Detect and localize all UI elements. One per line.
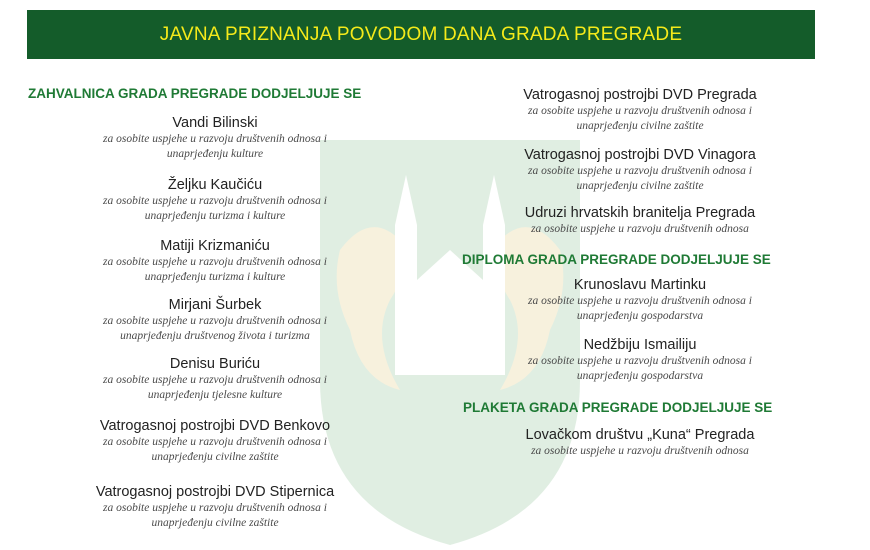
award-item [60, 114, 370, 176]
award-item [60, 483, 370, 531]
award-item [485, 204, 795, 237]
award-recipient: Vatrogasnoj postrojbi DVD Pregrada [523, 87, 757, 103]
diploma-heading: DIPLOMA GRADA PREGRADE DODJELJUJE SE [462, 252, 771, 267]
award-recipient: Udruzi hrvatskih branitelja Pregrada [524, 205, 756, 221]
plaketa-award-list [485, 426, 795, 459]
award-recipient: Mirjani Šurbek [168, 297, 262, 313]
plaketa-heading: PLAKETA GRADA PREGRADE DODJELJUJE SE [463, 400, 773, 415]
page-title: JAVNA PRIZNANJA POVODOM DANA GRADA PREGRADE [159, 23, 683, 45]
diploma-award-list [485, 276, 795, 384]
zahvalnica-heading: ZAHVALNICA GRADA PREGRADE DODJELJUJE SE [28, 86, 362, 101]
award-description: za osobite uspjehe u razvoju društvenih odnosa i unaprjeđenju društvenog života i turizma [103, 315, 327, 342]
award-description: za osobite uspjehe u razvoju društvenih odnosa i unaprjeđenju gospodarstva [528, 295, 752, 322]
award-recipient: Denisu Buriću [169, 356, 261, 372]
award-description: za osobite uspjehe u razvoju društvenih odnosa i unaprjeđenju tjelesne kulture [103, 374, 327, 401]
award-item [485, 146, 795, 204]
left-award-list [60, 114, 370, 531]
award-description: za osobite uspjehe u razvoju društvenih odnosa [531, 223, 749, 235]
award-recipient: Vatrogasnoj postrojbi DVD Benkovo [99, 418, 331, 434]
award-description: za osobite uspjehe u razvoju društvenih odnosa i unaprjeđenju civilne zaštite [528, 105, 752, 132]
award-item [60, 355, 370, 417]
award-item [485, 426, 795, 459]
award-item [60, 296, 370, 355]
award-description: za osobite uspjehe u razvoju društvenih odnosa i unaprjeđenju civilne zaštite [528, 165, 752, 192]
award-recipient: Matiji Krizmaniću [160, 238, 270, 254]
award-description: za osobite uspjehe u razvoju društvenih odnosa i unaprjeđenju civilne zaštite [103, 436, 327, 463]
award-item [485, 336, 795, 384]
award-description: za osobite uspjehe u razvoju društvenih odnosa i unaprjeđenju kulture [103, 133, 327, 160]
award-item [60, 417, 370, 483]
award-description: za osobite uspjehe u razvoju društvenih odnosa i unaprjeđenju gospodarstva [528, 355, 752, 382]
award-recipient: Nedžbiju Ismailiju [583, 337, 697, 353]
award-recipient: Željku Kaučiću [167, 177, 263, 193]
header-banner [27, 10, 815, 59]
award-recipient: Krunoslavu Martinku [573, 277, 707, 293]
award-recipient: Lovačkom društvu „Kuna“ Pregrada [525, 427, 755, 443]
award-description: za osobite uspjehe u razvoju društvenih odnosa i unaprjeđenju turizma i kulture [103, 256, 327, 283]
award-item [60, 176, 370, 237]
award-recipient: Vandi Bilinski [172, 115, 258, 131]
award-recipient: Vatrogasnoj postrojbi DVD Stipernica [95, 484, 335, 500]
award-item [485, 86, 795, 146]
award-item [485, 276, 795, 336]
award-item [60, 237, 370, 296]
award-description: za osobite uspjehe u razvoju društvenih odnosa i unaprjeđenju turizma i kulture [103, 195, 327, 222]
right-award-list [485, 86, 795, 237]
award-description: za osobite uspjehe u razvoju društvenih odnosa i unaprjeđenju civilne zaštite [103, 502, 327, 529]
award-description: za osobite uspjehe u razvoju društvenih odnosa [531, 445, 749, 457]
award-recipient: Vatrogasnoj postrojbi DVD Vinagora [524, 147, 756, 163]
